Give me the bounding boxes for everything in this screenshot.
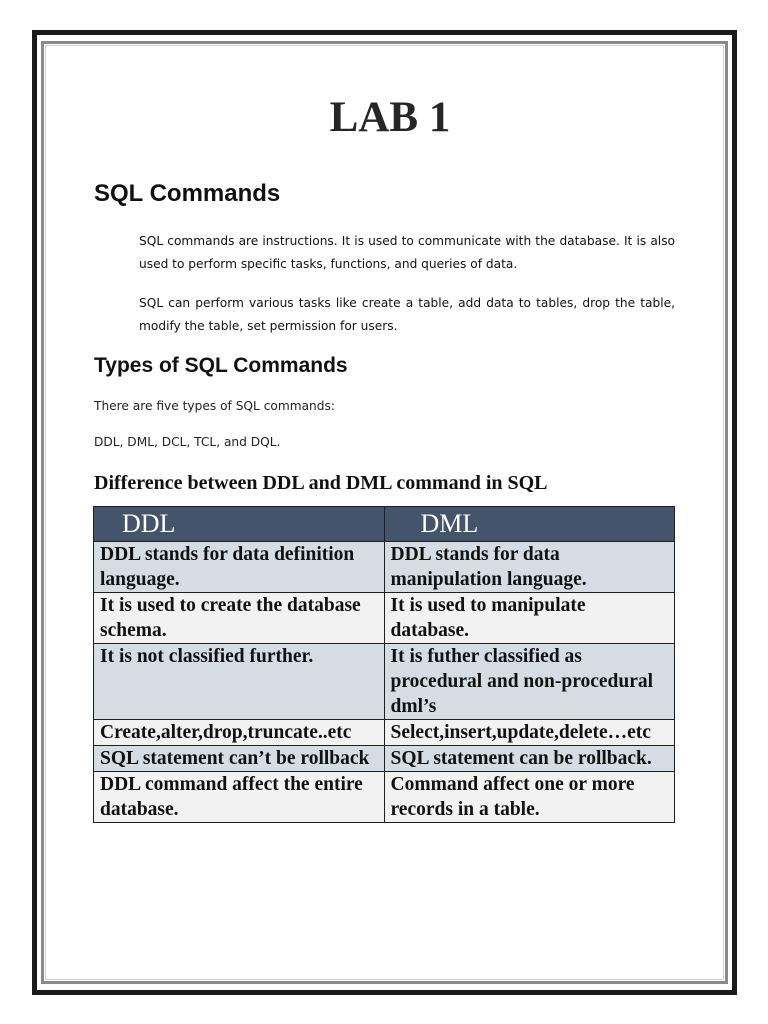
table-cell-ddl: It is not classified further. [94, 644, 385, 720]
paragraph-sql-tasks: SQL can perform various tasks like create a table, add data to tables, drop the table, modify the table, set permission for users. [139, 296, 675, 333]
table-cell-ddl: It is used to create the database schema. [94, 593, 385, 644]
table-header-ddl: DDL [94, 507, 385, 542]
table-row [94, 772, 675, 823]
page-title: LAB 1 [329, 94, 451, 141]
paragraph-sql-definition: SQL commands are instructions. It is used to communicate with the database. It is also used to perform specific tasks, functions, and queries of data. [139, 234, 675, 271]
table-row [94, 593, 675, 644]
table-row [94, 644, 675, 720]
table-cell-dml: It is used to manipulate database. [384, 593, 675, 644]
table-cell-dml: Select,insert,update,delete…etc [384, 720, 675, 746]
table-cell-dml: SQL statement can be rollback. [384, 746, 675, 772]
table-cell-ddl: Create,alter,drop,truncate..etc [94, 720, 385, 746]
table-cell-dml: It is futher classified as procedural and non-procedural dml’s [384, 644, 675, 720]
table-header-row [94, 507, 675, 542]
table-row [94, 746, 675, 772]
table-header-dml: DML [384, 507, 675, 542]
section-heading-sql-commands: SQL Commands [94, 180, 281, 207]
table-row [94, 542, 675, 593]
table-cell-ddl: DDL stands for data definition language. [94, 542, 385, 593]
table-cell-dml: Command affect one or more records in a table. [384, 772, 675, 823]
types-list-text: DDL, DML, DCL, TCL, and DQL. [94, 435, 281, 449]
table-row [94, 720, 675, 746]
types-intro-text: There are five types of SQL commands: [94, 399, 335, 413]
section-heading-difference: Difference between DDL and DML command in SQL [94, 472, 548, 494]
table-cell-ddl: SQL statement can’t be rollback [94, 746, 385, 772]
table-cell-dml: DDL stands for data manipulation language. [384, 542, 675, 593]
table-cell-ddl: DDL command affect the entire database. [94, 772, 385, 823]
section-heading-types: Types of SQL Commands [94, 354, 348, 377]
ddl-dml-comparison-table [93, 506, 675, 823]
